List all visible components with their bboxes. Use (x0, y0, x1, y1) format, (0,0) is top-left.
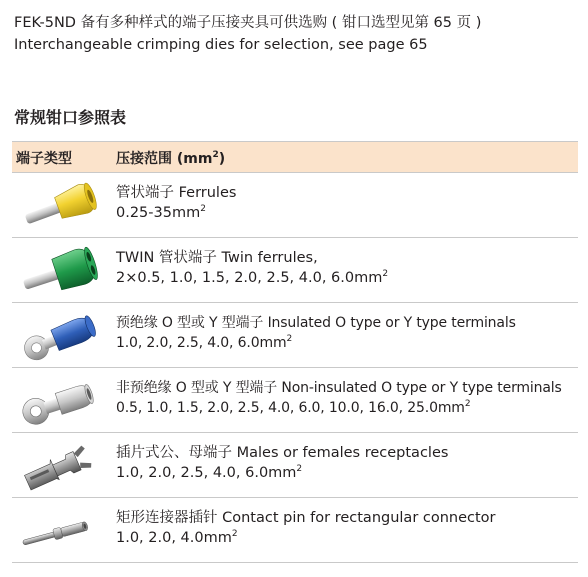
non-insulated-ring-terminal-icon (14, 374, 100, 426)
ferrule-icon (14, 179, 100, 231)
header-terminal-type: 端子类型 (16, 151, 72, 167)
row-text (116, 508, 496, 548)
row-description: 矩形连接器插针 Contact pin for rectangular connector (116, 510, 496, 526)
row-description: TWIN 管状端子 Twin ferrules, (116, 250, 318, 266)
jaw-reference-table (12, 141, 578, 563)
contact-pin-icon (14, 504, 100, 556)
row-range: $0.25-35mm^2$ (116, 204, 206, 221)
twin-ferrule-icon (14, 244, 100, 296)
row-description: 插片式公、母端子 Males or females receptacles (116, 445, 449, 461)
table-header (12, 141, 578, 173)
intro-line-cn: FEK-5ND 备有多种样式的端子压接夹具可供选购 ( 钳口选型见第 65 页 ) (14, 15, 482, 31)
table-row (12, 433, 578, 498)
intro (14, 12, 481, 56)
table-row (12, 238, 578, 303)
table-row (12, 368, 578, 433)
insulated-ring-terminal-icon (14, 309, 100, 361)
table-row (12, 303, 578, 368)
row-range: 1.0, 2.0, $4.0mm^2$ (116, 529, 238, 546)
intro-line-en: Interchangeable crimping dies for selection, see page 65 (14, 37, 428, 53)
row-range: 1.0, 2.0, 2.5, 4.0, $6.0mm^2$ (116, 464, 303, 481)
row-text (116, 313, 516, 353)
section-title: 常规钳口参照表 (14, 108, 127, 127)
row-description: 预绝缘 O 型或 Y 型端子 Insulated O type or Y type terminals (116, 315, 516, 331)
table-row (12, 498, 578, 563)
row-text (116, 443, 448, 483)
row-text (116, 378, 562, 418)
row-range: 1.0, 2.0, 2.5, 4.0, $6.0mm^2$ (116, 334, 293, 351)
header-crimp-range: 压接范围 $(mm^2)$ (116, 150, 226, 167)
table-row (12, 173, 578, 238)
row-range: 2×0.5, 1.0, 1.5, 2.0, 2.5, 4.0, $6.0mm^2$ (116, 269, 389, 286)
row-text (116, 183, 236, 223)
row-description: 管状端子 Ferrules (116, 185, 237, 201)
row-text (116, 248, 388, 288)
receptacle-terminal-icon (14, 439, 100, 491)
row-range: 0.5, 1.0, 1.5, 2.0, 2.5, 4.0, 6.0, 10.0, 16.0, $25.0mm^2$ (116, 399, 471, 416)
row-description: 非预绝缘 O 型或 Y 型端子 Non-insulated O type or Y type terminals (116, 380, 562, 396)
